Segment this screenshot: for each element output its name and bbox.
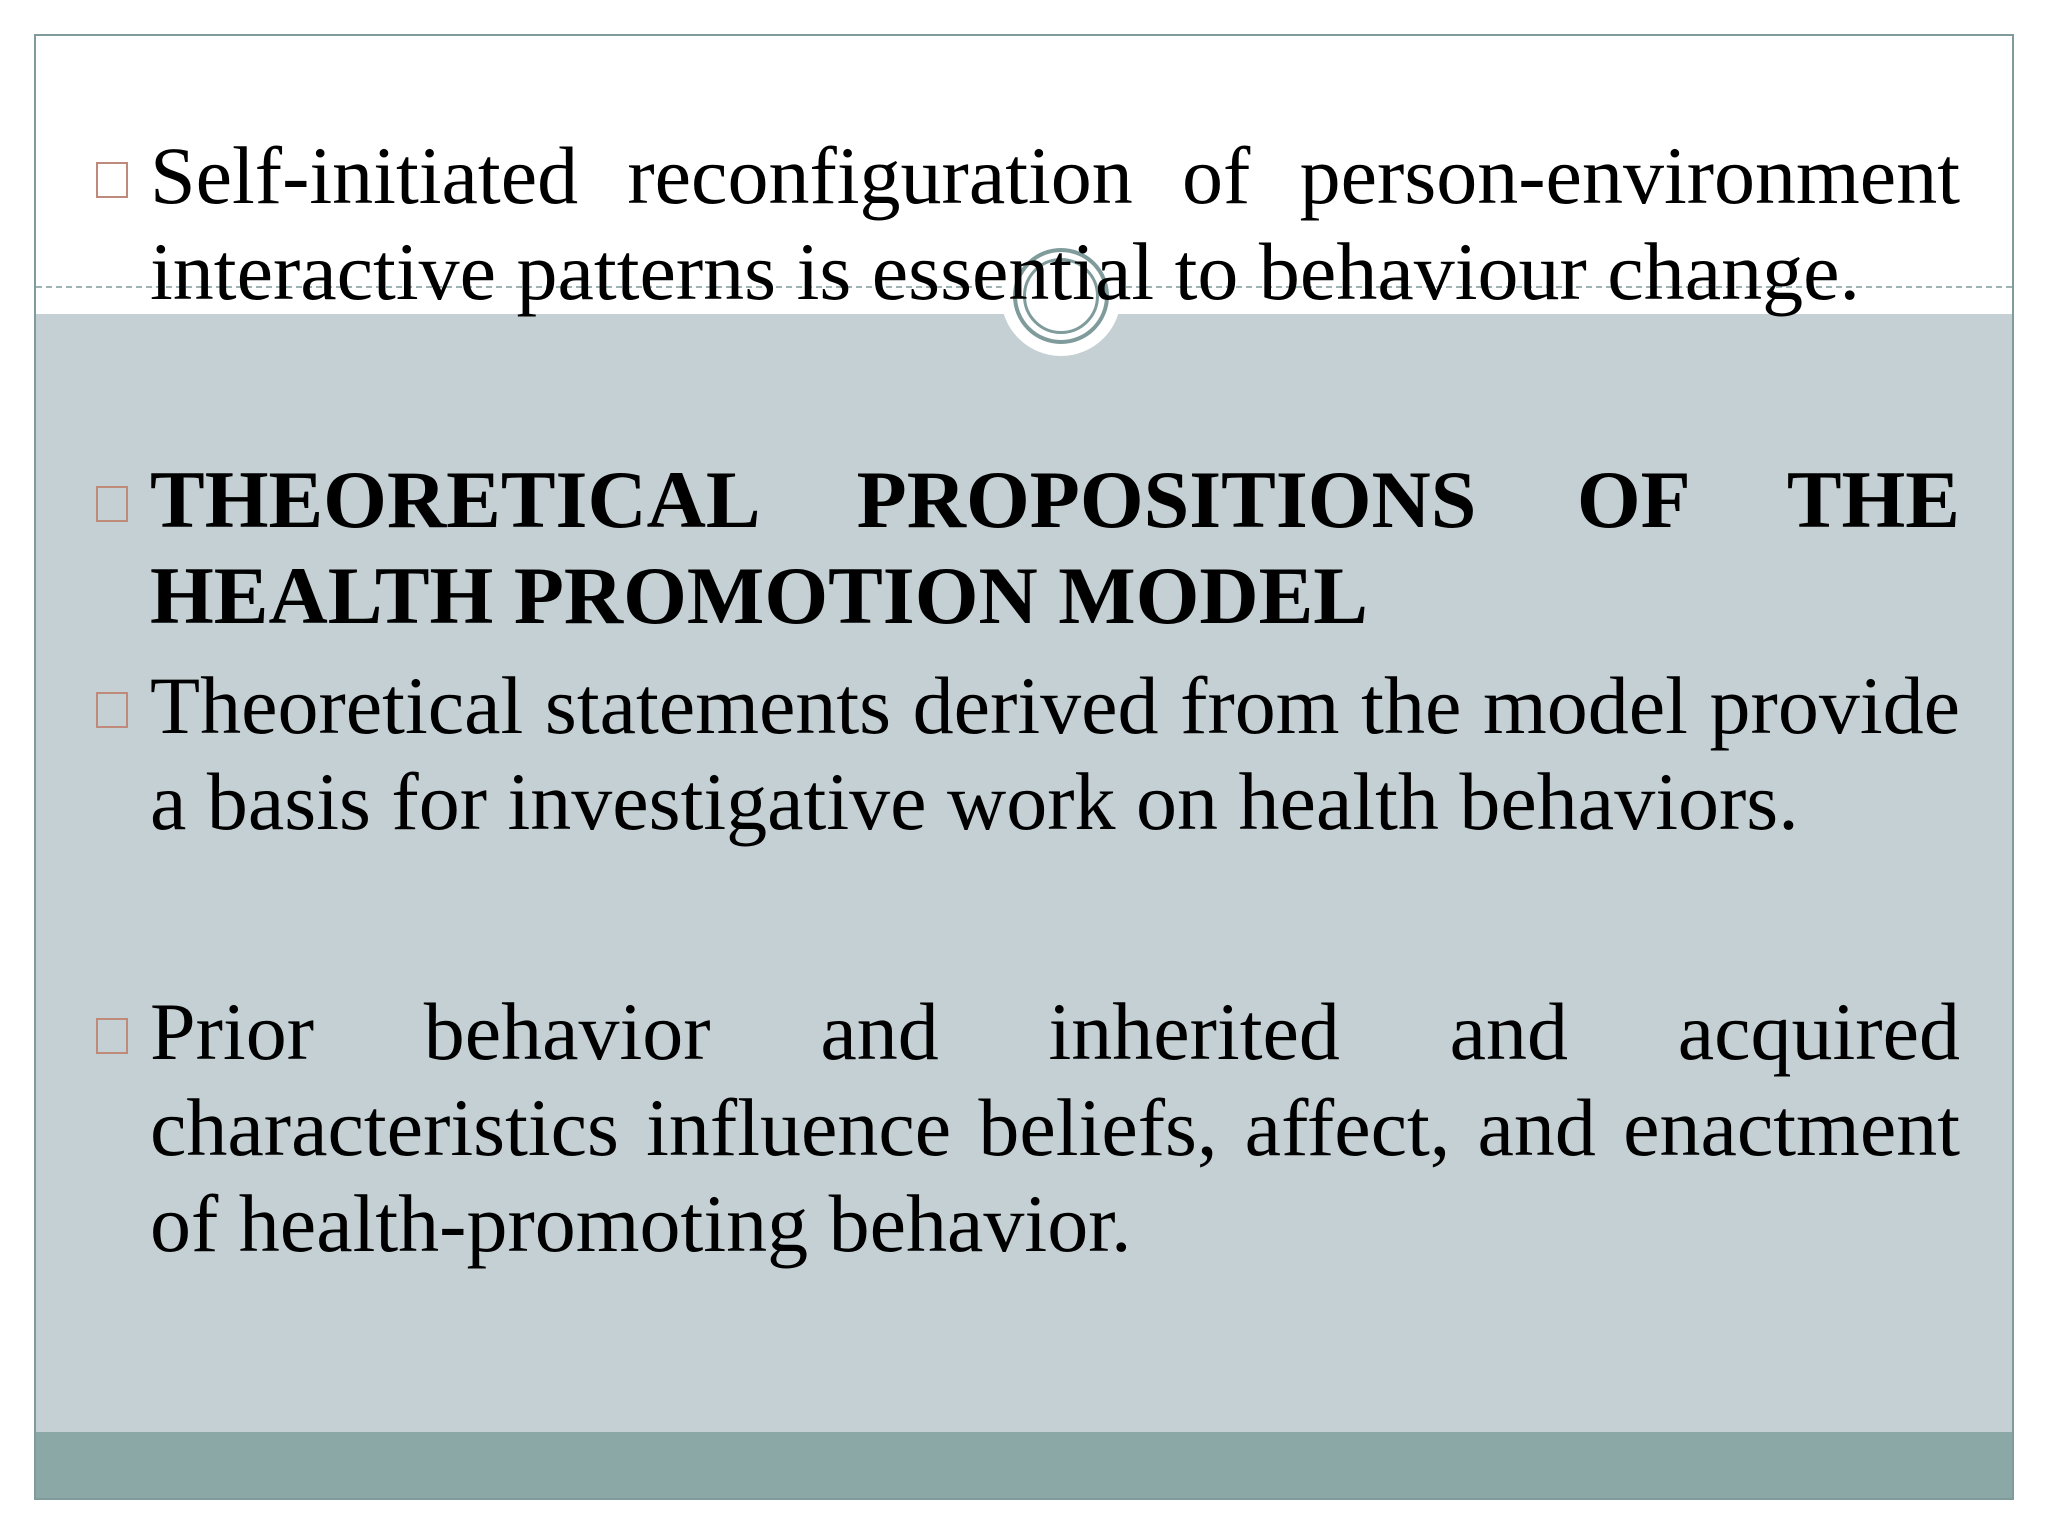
bullet-item	[150, 984, 1960, 1272]
bullet-text: Self-initiated reconfiguration of person-environment interactive patterns is essential to behaviour change.	[150, 130, 1960, 317]
square-bullet-icon	[96, 486, 128, 522]
square-bullet-icon	[96, 1018, 128, 1054]
bullet-item-heading	[150, 452, 1960, 644]
bullet-heading-text: THEORETICAL PROPOSITIONS OF THE HEALTH PROMOTION MODEL	[150, 454, 1960, 641]
bullet-item	[150, 128, 1960, 320]
slide-content	[150, 128, 1960, 1272]
square-bullet-icon	[96, 162, 128, 198]
bullet-text: Prior behavior and inherited and acquired characteristics influence beliefs, affect, and enactment of health-promoting behavior.	[150, 986, 1960, 1269]
bullet-text: Theoretical statements derived from the model provide a basis for investigative work on health behaviors.	[150, 660, 1960, 847]
square-bullet-icon	[96, 692, 128, 728]
bullet-item	[150, 658, 1960, 850]
bottom-background-band	[36, 1432, 2012, 1500]
